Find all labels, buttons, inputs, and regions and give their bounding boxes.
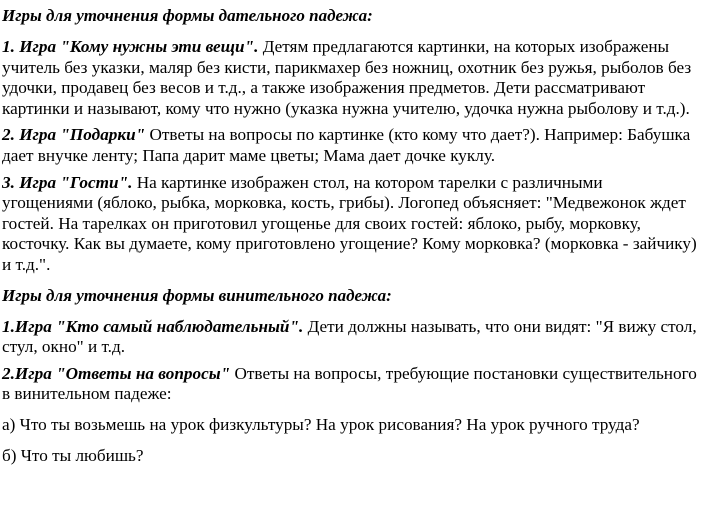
game-description: Ответы на вопросы по картинке (кто кому что дает?). Например: Бабушка дает внучке ленту; Папа дарит маме цветы; Мама дает дочке куклу. xyxy=(2,125,691,165)
game-title: 2. Игра "Подарки" xyxy=(2,125,146,145)
question-b: б) Что ты любишь? xyxy=(2,445,144,465)
game-title: 1. Игра "Кому нужны эти вещи". xyxy=(2,37,259,56)
game-podarki xyxy=(2,125,697,166)
game-title: 3. Игра "Гости". xyxy=(2,172,133,192)
game-gosti xyxy=(2,173,697,276)
section-heading-accusative: Игры для уточнения формы винительного падежа: xyxy=(2,285,392,305)
game-nablyudatelny xyxy=(2,317,697,358)
section-heading-dative: Игры для уточнения формы дательного падежа: xyxy=(2,6,373,25)
game-description: Дети должны называть, что они видят: "Я вижу стол, стул, окно" и т.д. xyxy=(2,316,697,357)
game-title: 1.Игра "Кто самый наблюдательный". xyxy=(2,316,304,336)
question-a: а) Что ты возьмешь на урок физкультуры? На урок рисования? На урок ручного труда? xyxy=(2,414,640,434)
game-description: На картинке изображен стол, на котором тарелки с различными угощениями (яблоко, рыбка, морковка, кость, грибы). Логопед объясняет: "Медвежонок ждет гостей. На тарелках он приготовил угощенье для своих гостей: яблоко, рыбу, морковку, косточку. Как вы думаете, кому приготовлено угощение? Кому морковка? (морковка - зайчику) и т.д.". xyxy=(2,172,697,274)
game-description: Детям предлагаются картинки, на которых изображены учитель без указки, маляр без кисти, парикмахер без ножниц, охотник без ружья, рыболов без удочки, продавец без весов и т.д., а также изображения предметов. Дети рассматривают картинки и называют, кому что нужно (указка нужна учителю, удочка нужна рыболову и т.д.). xyxy=(2,37,692,118)
game-title: 2.Игра "Ответы на вопросы" xyxy=(2,363,231,383)
game-description: Ответы на вопросы, требующие постановки существительного в винительном падеже: xyxy=(2,363,697,404)
game-otvety xyxy=(2,364,697,405)
game-kому-nuzhny xyxy=(2,37,697,119)
